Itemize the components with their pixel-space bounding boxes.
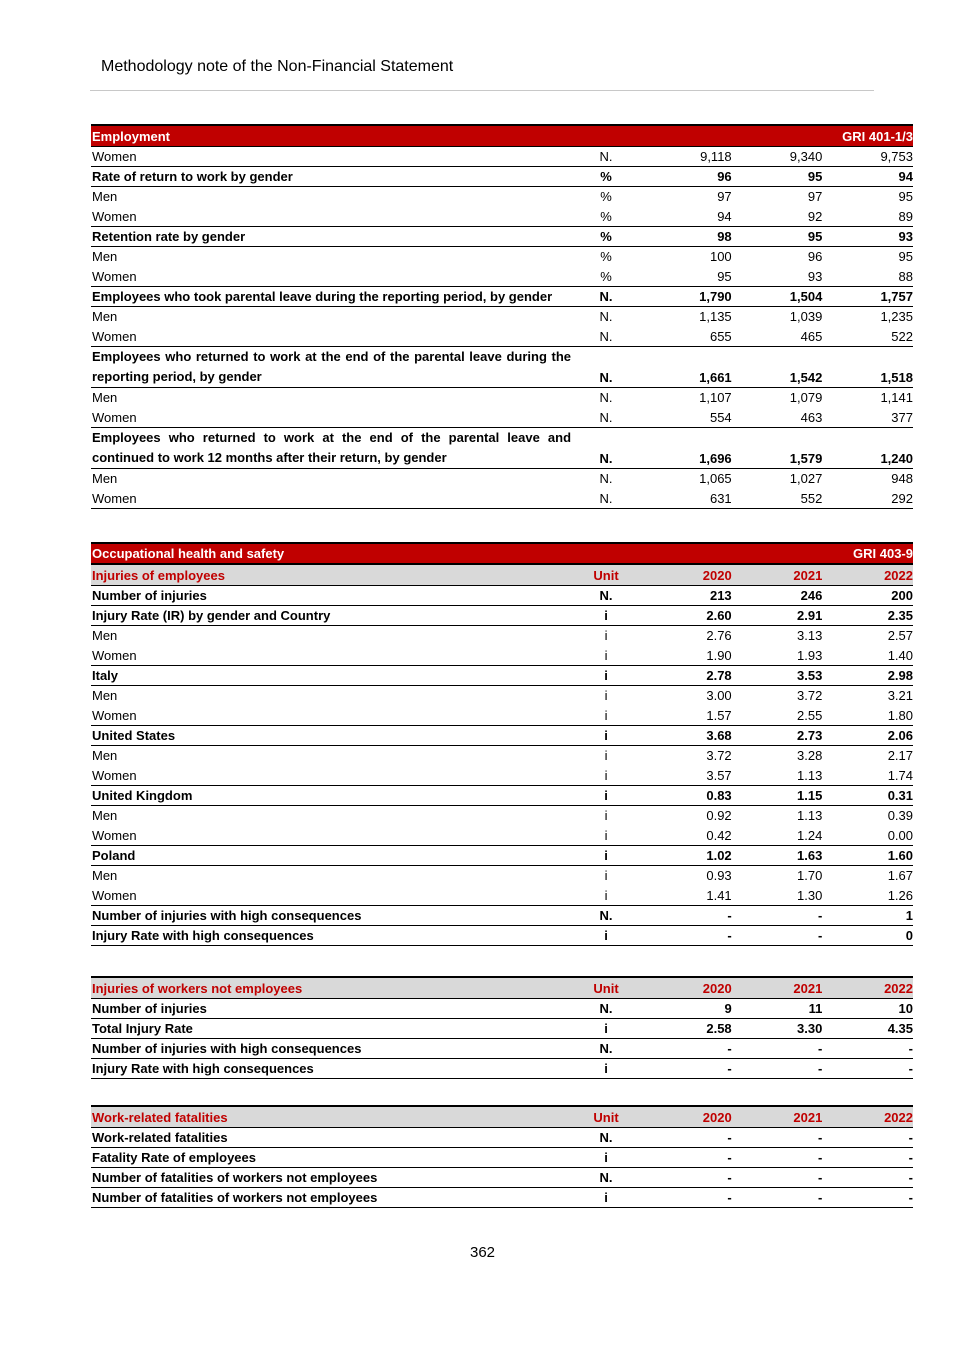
row-unit: N.: [571, 1127, 641, 1147]
row-label: Men: [92, 309, 118, 324]
row-unit: N.: [599, 309, 613, 324]
row-value-2022: 948: [891, 471, 913, 486]
row-value-2022: 1.26: [822, 885, 913, 905]
row-label: Number of fatalities of workers not employees: [91, 1167, 571, 1187]
table-row: [91, 326, 913, 346]
table-row: [91, 427, 913, 468]
row-label: Number of injuries: [91, 998, 571, 1018]
table-row: [91, 166, 913, 186]
table-row: [91, 1058, 913, 1078]
row-value-2021: 1.93: [732, 645, 823, 665]
row-value-2020: 3.57: [641, 765, 732, 785]
row-value-2021: -: [732, 1127, 823, 1147]
row-value-2020: -: [641, 1147, 732, 1167]
table-row: [91, 468, 913, 488]
row-value-2020: 554: [641, 407, 732, 427]
table-row: [91, 998, 913, 1018]
table-row: [91, 246, 913, 266]
row-value-2022: 94: [822, 166, 913, 186]
ohs-gri-code: GRI 403-9: [822, 543, 913, 564]
row-label: Poland: [91, 845, 571, 865]
row-label: Women: [91, 765, 571, 785]
table-row: [91, 1147, 913, 1167]
table-row: [91, 387, 913, 407]
row-value-2022: 1,235: [880, 309, 913, 324]
table-row: [91, 206, 913, 226]
row-label: Women: [91, 825, 571, 845]
row-label: Women: [91, 407, 571, 427]
row-value-2021: -: [732, 1038, 823, 1058]
row-label: Men: [92, 688, 118, 703]
row-label: Men: [92, 868, 118, 883]
row-unit: i: [571, 1018, 641, 1038]
row-value-2022: 3.21: [887, 688, 913, 703]
table-row: [91, 745, 913, 765]
row-value-2021: 463: [732, 407, 823, 427]
table-row: [91, 725, 913, 745]
row-label: Men: [92, 628, 118, 643]
table-row: [91, 1038, 913, 1058]
row-value-2021: 1.15: [732, 785, 823, 805]
row-value-2021: 9,340: [732, 146, 823, 166]
row-value-2021: 465: [732, 326, 823, 346]
row-unit: i: [604, 688, 608, 703]
row-value-2020: 1.41: [641, 885, 732, 905]
row-value-2021: 1,504: [732, 286, 823, 306]
row-unit: i: [571, 705, 641, 725]
row-unit: %: [600, 189, 612, 204]
row-label: Women: [91, 885, 571, 905]
column-header-2021: 2021: [732, 1106, 823, 1127]
row-value-2020: 9,118: [641, 146, 732, 166]
row-value-2020: 2.60: [641, 605, 732, 625]
row-value-2022: 200: [822, 585, 913, 605]
row-label: Retention rate by gender: [91, 226, 571, 246]
row-value-2020: 97: [717, 189, 732, 204]
row-value-2020: 0.42: [641, 825, 732, 845]
row-value-2022: -: [822, 1127, 913, 1147]
employment-table: [91, 124, 913, 509]
row-label: Number of fatalities of workers not employees: [91, 1187, 571, 1207]
row-unit: %: [571, 266, 641, 286]
row-unit: i: [571, 925, 641, 945]
row-value-2020: 1,065: [699, 471, 732, 486]
row-label: Number of injuries with high consequences: [91, 1038, 571, 1058]
injuries-employees-title: Injuries of employees: [91, 564, 571, 585]
table-row: [91, 146, 913, 166]
row-value-2022: 1,757: [822, 286, 913, 306]
row-value-2021: 1,079: [789, 390, 823, 405]
row-value-2022: 377: [822, 407, 913, 427]
row-value-2021: 1,039: [789, 309, 823, 324]
row-value-2022: 89: [822, 206, 913, 226]
table-row: [91, 685, 913, 705]
row-unit: N.: [571, 427, 641, 468]
row-value-2020: 96: [641, 166, 732, 186]
row-unit: i: [571, 605, 641, 625]
row-value-2021: 552: [732, 488, 823, 508]
row-value-2020: 0.92: [706, 808, 732, 823]
row-value-2022: 292: [822, 488, 913, 508]
row-value-2022: 0.39: [887, 808, 913, 823]
row-value-2020: 2.78: [641, 665, 732, 685]
table-row: [91, 805, 913, 825]
row-value-2020: 1,790: [641, 286, 732, 306]
row-value-2022: -: [822, 1058, 913, 1078]
row-value-2022: 95: [898, 189, 913, 204]
row-unit: N.: [571, 286, 641, 306]
row-label: Injury Rate with high consequences: [91, 925, 571, 945]
row-value-2022: 2.35: [822, 605, 913, 625]
row-value-2022: -: [822, 1147, 913, 1167]
column-header-2022: 2022: [822, 564, 913, 585]
row-label: Men: [92, 808, 118, 823]
row-value-2022: 1,518: [822, 346, 913, 387]
table-row: [91, 346, 913, 387]
table-row: [91, 785, 913, 805]
row-unit: N.: [599, 390, 613, 405]
row-value-2020: 655: [641, 326, 732, 346]
row-value-2020: 1.02: [641, 845, 732, 865]
row-value-2021: 2.55: [732, 705, 823, 725]
row-value-2020: 0.93: [706, 868, 732, 883]
row-value-2020: 9: [641, 998, 732, 1018]
row-unit: i: [571, 845, 641, 865]
row-value-2021: 3.53: [732, 665, 823, 685]
table-row: [91, 186, 913, 206]
row-label: Men: [92, 748, 118, 763]
row-value-2021: -: [732, 1058, 823, 1078]
row-value-2020: 1.57: [641, 705, 732, 725]
row-value-2021: -: [732, 925, 823, 945]
employment-gri-code: GRI 401-1/3: [822, 125, 913, 146]
table-row: [91, 266, 913, 286]
row-value-2021: 1.70: [797, 868, 823, 883]
table-row: [91, 1167, 913, 1187]
row-value-2021: 1,579: [732, 427, 823, 468]
injuries-workers-header: [91, 977, 913, 998]
row-value-2021: 1.13: [732, 765, 823, 785]
row-value-2020: 631: [641, 488, 732, 508]
row-label: Number of injuries with high consequences: [91, 905, 571, 925]
table-row: [91, 1187, 913, 1207]
row-value-2021: -: [732, 1187, 823, 1207]
row-value-2022: 1: [822, 905, 913, 925]
row-value-2020: 94: [641, 206, 732, 226]
row-value-2021: 3.13: [797, 628, 823, 643]
row-value-2022: 1.80: [822, 705, 913, 725]
fatalities-table: [91, 1105, 913, 1208]
row-value-2022: 10: [822, 998, 913, 1018]
column-header-2022: 2022: [822, 1106, 913, 1127]
row-label: Fatality Rate of employees: [91, 1147, 571, 1167]
row-label: Injury Rate with high consequences: [91, 1058, 571, 1078]
table-row: [91, 865, 913, 885]
row-label: Employees who took parental leave during the reporting period, by gender: [91, 286, 571, 306]
row-value-2021: 1.30: [732, 885, 823, 905]
column-header-2021: 2021: [732, 977, 823, 998]
table-row: [91, 1018, 913, 1038]
table-row: [91, 625, 913, 645]
row-value-2020: -: [641, 1127, 732, 1147]
row-label: Work-related fatalities: [91, 1127, 571, 1147]
row-value-2022: 9,753: [822, 146, 913, 166]
table-row: [91, 925, 913, 945]
row-label: Men: [92, 390, 118, 405]
table-row: [91, 845, 913, 865]
row-value-2022: 1.67: [887, 868, 913, 883]
row-value-2020: 1,107: [699, 390, 732, 405]
row-value-2022: 95: [898, 249, 913, 264]
page-number: 362: [469, 1244, 496, 1261]
row-value-2021: 3.72: [797, 688, 823, 703]
row-value-2022: 0: [822, 925, 913, 945]
row-label: Men: [92, 249, 118, 264]
row-unit: N.: [599, 471, 613, 486]
column-header-unit: Unit: [571, 977, 641, 998]
table-row: [91, 665, 913, 685]
row-value-2020: -: [641, 1167, 732, 1187]
row-label: Women: [91, 206, 571, 226]
row-label: United Kingdom: [91, 785, 571, 805]
row-value-2022: 0.00: [822, 825, 913, 845]
row-label: Italy: [91, 665, 571, 685]
row-value-2022: 93: [822, 226, 913, 246]
row-value-2021: 2.91: [732, 605, 823, 625]
column-header-2021: 2021: [732, 564, 823, 585]
row-unit: %: [600, 249, 612, 264]
table-row: [91, 585, 913, 605]
column-header-2020: 2020: [641, 1106, 732, 1127]
row-value-2021: 11: [732, 998, 823, 1018]
row-label: Total Injury Rate: [91, 1018, 571, 1038]
row-value-2020: 98: [641, 226, 732, 246]
row-label: Women: [91, 266, 571, 286]
row-value-2022: 1.74: [822, 765, 913, 785]
column-header-unit: Unit: [571, 1106, 641, 1127]
row-label: Women: [91, 488, 571, 508]
injuries-workers-table: [91, 976, 913, 1079]
row-label: Women: [91, 146, 571, 166]
row-label: Women: [91, 645, 571, 665]
row-unit: N.: [571, 346, 641, 387]
row-unit: N.: [571, 998, 641, 1018]
row-unit: i: [604, 748, 608, 763]
row-unit: i: [571, 665, 641, 685]
table-row: [91, 885, 913, 905]
row-value-2021: 2.73: [732, 725, 823, 745]
row-value-2022: -: [822, 1187, 913, 1207]
row-value-2021: -: [732, 905, 823, 925]
row-value-2022: 1.60: [822, 845, 913, 865]
row-value-2020: 2.58: [641, 1018, 732, 1038]
table-row: [91, 705, 913, 725]
table-row: [91, 226, 913, 246]
row-unit: i: [571, 1187, 641, 1207]
row-unit: N.: [571, 488, 641, 508]
row-unit: N.: [571, 905, 641, 925]
row-value-2020: 213: [641, 585, 732, 605]
row-unit: %: [571, 226, 641, 246]
row-value-2021: 1.24: [732, 825, 823, 845]
row-value-2022: -: [822, 1167, 913, 1187]
injuries-workers-title: Injuries of workers not employees: [91, 977, 571, 998]
row-unit: i: [571, 885, 641, 905]
row-unit: N.: [571, 326, 641, 346]
row-value-2020: 1,661: [641, 346, 732, 387]
row-value-2021: 1.63: [732, 845, 823, 865]
row-unit: i: [604, 808, 608, 823]
row-value-2020: 1.90: [641, 645, 732, 665]
row-unit: i: [571, 1147, 641, 1167]
row-unit: %: [571, 166, 641, 186]
row-unit: i: [571, 825, 641, 845]
row-value-2022: 4.35: [822, 1018, 913, 1038]
row-value-2021: 1,027: [789, 471, 823, 486]
row-value-2022: 2.17: [887, 748, 913, 763]
row-value-2021: 1.13: [797, 808, 823, 823]
column-header-2020: 2020: [641, 564, 732, 585]
row-value-2020: 3.72: [706, 748, 732, 763]
row-value-2020: -: [641, 925, 732, 945]
row-value-2022: 2.57: [887, 628, 913, 643]
table-row: [91, 1127, 913, 1147]
row-value-2021: 97: [807, 189, 823, 204]
row-value-2022: 88: [822, 266, 913, 286]
row-unit: N.: [571, 1038, 641, 1058]
column-header-unit: Unit: [571, 564, 641, 585]
row-unit: i: [571, 645, 641, 665]
row-value-2021: 95: [732, 226, 823, 246]
row-value-2020: -: [641, 1038, 732, 1058]
row-value-2020: 3.00: [706, 688, 732, 703]
row-value-2022: 1,240: [822, 427, 913, 468]
table-row: [91, 645, 913, 665]
row-label: United States: [91, 725, 571, 745]
row-label: Women: [91, 705, 571, 725]
row-label: Women: [91, 326, 571, 346]
row-unit: i: [571, 725, 641, 745]
row-value-2021: 93: [732, 266, 823, 286]
row-value-2021: -: [732, 1167, 823, 1187]
ohs-table: [91, 542, 913, 946]
row-value-2020: 1,135: [699, 309, 732, 324]
table-row: [91, 488, 913, 508]
row-value-2020: 2.76: [706, 628, 732, 643]
table-row: [91, 825, 913, 845]
fatalities-header: [91, 1106, 913, 1127]
row-value-2020: 0.83: [641, 785, 732, 805]
row-label: Employees who returned to work at the end of the parental leave during the reporting period, by gender: [91, 346, 571, 387]
injuries-employees-header: [91, 564, 913, 585]
table-row: [91, 605, 913, 625]
row-value-2022: 1.40: [822, 645, 913, 665]
table-row: [91, 407, 913, 427]
row-value-2021: 92: [732, 206, 823, 226]
table-row: [91, 306, 913, 326]
row-value-2022: 2.06: [822, 725, 913, 745]
row-label: Employees who returned to work at the end of the parental leave and continued to work 12 months after their return, by gender: [91, 427, 571, 468]
table-row: [91, 286, 913, 306]
row-label: Men: [92, 471, 118, 486]
row-label: Injury Rate (IR) by gender and Country: [91, 605, 571, 625]
row-value-2022: 0.31: [822, 785, 913, 805]
row-value-2021: 96: [807, 249, 823, 264]
row-value-2022: 522: [822, 326, 913, 346]
row-label: Number of injuries: [91, 585, 571, 605]
table-row: [91, 905, 913, 925]
ohs-section-header: [91, 543, 913, 564]
row-unit: N.: [571, 585, 641, 605]
row-unit: i: [604, 868, 608, 883]
row-value-2020: -: [641, 905, 732, 925]
row-value-2021: -: [732, 1147, 823, 1167]
row-value-2021: 3.28: [797, 748, 823, 763]
page-header-title: Methodology note of the Non-Financial Statement: [101, 58, 454, 75]
employment-section-title: Employment: [91, 125, 571, 146]
row-value-2020: -: [641, 1058, 732, 1078]
table-row: [91, 765, 913, 785]
ohs-section-title: Occupational health and safety: [91, 543, 571, 564]
row-value-2021: 3.30: [732, 1018, 823, 1038]
row-unit: i: [571, 1058, 641, 1078]
row-value-2020: 1,696: [641, 427, 732, 468]
row-unit: N.: [571, 407, 641, 427]
row-value-2020: 95: [641, 266, 732, 286]
header-divider: [90, 90, 874, 91]
column-header-2022: 2022: [822, 977, 913, 998]
column-header-2020: 2020: [641, 977, 732, 998]
row-unit: %: [571, 206, 641, 226]
row-unit: i: [571, 765, 641, 785]
row-value-2021: 1,542: [732, 346, 823, 387]
row-value-2020: 100: [709, 249, 732, 264]
row-value-2022: -: [822, 1038, 913, 1058]
row-value-2020: -: [641, 1187, 732, 1207]
row-label: Rate of return to work by gender: [91, 166, 571, 186]
row-value-2020: 3.68: [641, 725, 732, 745]
row-value-2022: 1,141: [880, 390, 913, 405]
row-unit: N.: [571, 1167, 641, 1187]
employment-section-header: [91, 125, 913, 146]
fatalities-title: Work-related fatalities: [91, 1106, 571, 1127]
row-unit: i: [604, 628, 608, 643]
row-value-2021: 246: [732, 585, 823, 605]
row-value-2021: 95: [732, 166, 823, 186]
row-unit: N.: [571, 146, 641, 166]
row-value-2022: 2.98: [822, 665, 913, 685]
row-label: Men: [92, 189, 118, 204]
row-unit: i: [571, 785, 641, 805]
